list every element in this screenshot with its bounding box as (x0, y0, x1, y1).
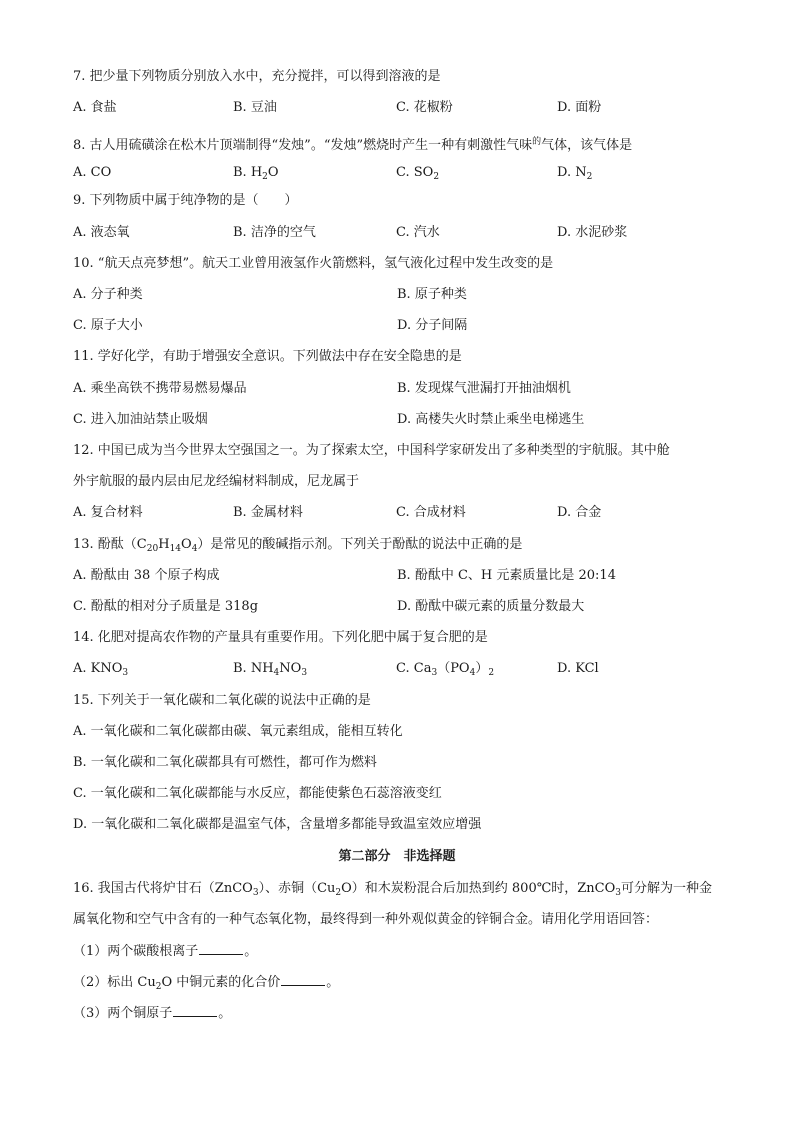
question-16-stem-cont: 属氧化物和空气中含有的一种气态氧化物，最终得到一种外观似黄金的锌铜合金。请用化学用语回答： (73, 912, 659, 927)
q13-option-c: C. 酚酞的相对分子质量是 318g (73, 599, 259, 614)
q7-option-d: D. 面粉 (557, 100, 602, 115)
answer-blank[interactable] (281, 973, 325, 986)
q13-option-b: B. 酚酞中 C、H 元素质量比是 20:14 (397, 568, 616, 583)
q14-option-c: C. $Ca_3(PO_4)_2$ (396, 661, 495, 678)
q7-option-a: A. 食盐 (73, 100, 117, 115)
q10-option-d: D. 分子间隔 (397, 318, 468, 333)
q13-option-a: A. 酚酞由 38 个原子构成 (73, 568, 220, 583)
q11-option-b: B. 发现煤气泄漏打开抽油烟机 (397, 381, 571, 396)
question-10-stem: 10. “航天点亮梦想”。航天工业曾用液氢作火箭燃料，氢气液化过程中发生改变的是 (73, 256, 554, 271)
answer-blank[interactable] (199, 942, 243, 955)
q8-option-c: C. $SO_2$ (396, 165, 440, 182)
q11-option-a: A. 乘坐高铁不携带易燃易爆品 (73, 381, 247, 396)
question-14-stem: 14. 化肥对提高农作物的产量具有重要作用。下列化肥中属于复合肥的是 (73, 630, 488, 645)
answer-blank[interactable] (173, 1004, 217, 1017)
question-12-stem-cont: 外宇航服的最内层由尼龙经编材料制成，尼龙属于 (73, 474, 360, 489)
q15-option-a: A. 一氧化碳和二氧化碳都由碳、氧元素组成，能相互转化 (73, 724, 403, 739)
q15-option-d: D. 一氧化碳和二氧化碳都是温室气体，含量增多都能导致温室效应增强 (73, 817, 482, 832)
question-9-stem: 9. 下列物质中属于纯净物的是（ ） (73, 193, 298, 208)
q12-option-d: D. 合金 (557, 505, 602, 520)
q14-option-a: A. $KNO_3$ (73, 661, 129, 678)
question-16-stem: 16. 我国古代将炉甘石（ZnCO$_3$）、赤铜$(Cu_2O)$和木炭粉混合后加热到约 800℃时，ZnCO$_3$可分解为一种金 (73, 881, 713, 898)
q9-option-a: A. 液态氧 (73, 225, 130, 240)
q14-option-d: D. KCl (557, 661, 599, 676)
q10-option-c: C. 原子大小 (73, 318, 143, 333)
question-8-stem: 8. 古人用硫磺涂在松木片顶端制得“发烛”。“发烛”燃烧时产生一种有刺激性气味$^的$气体，该气体是 (73, 137, 633, 153)
q11-option-d: D. 高楼失火时禁止乘坐电梯逃生 (397, 412, 585, 427)
q14-option-b: B. $NH_4NO_3$ (233, 661, 308, 678)
question-12-stem: 12. 中国已成为当今世界太空强国之一。为了探索太空，中国科学家研发出了多种类型的宇航服。其中舱 (73, 443, 670, 458)
q8-option-a: A. CO (73, 165, 112, 180)
q8-option-d: D. $N_2$ (557, 165, 593, 182)
section-title: 第二部分 非选择题 (338, 849, 456, 864)
q16-sub-1: （1）两个碳酸根离子 。 (73, 944, 258, 959)
q12-option-b: B. 金属材料 (233, 505, 303, 520)
question-13-stem: 13. 酚酞$(C_{20}H_{14}O_4)$是常见的酸碱指示剂。下列关于酚酞的说法中正确的是 (73, 537, 523, 554)
q16-sub-3: （3）两个铜原子 。 (73, 1006, 232, 1021)
q15-option-b: B. 一氧化碳和二氧化碳都具有可燃性，都可作为燃料 (73, 755, 377, 770)
q11-option-c: C. 进入加油站禁止吸烟 (73, 412, 208, 427)
q9-option-d: D. 水泥砂浆 (557, 225, 628, 240)
q16-sub-2: （2）标出 $Cu_2O$ 中铜元素的化合价 。 (73, 975, 340, 992)
question-11-stem: 11. 学好化学，有助于增强安全意识。下列做法中存在安全隐患的是 (73, 349, 462, 364)
q13-option-d: D. 酚酞中碳元素的质量分数最大 (397, 599, 585, 614)
q9-option-c: C. 汽水 (396, 225, 440, 240)
q8-option-b: B. $H_2O$ (233, 165, 279, 182)
q9-option-b: B. 洁净的空气 (233, 225, 316, 240)
q15-option-c: C. 一氧化碳和二氧化碳都能与水反应，都能使紫色石蕊溶液变红 (73, 786, 442, 801)
q10-option-b: B. 原子种类 (397, 287, 467, 302)
question-7-stem: 7. 把少量下列物质分别放入水中，充分搅拌，可以得到溶液的是 (73, 69, 441, 84)
q10-option-a: A. 分子种类 (73, 287, 143, 302)
q7-option-b: B. 豆油 (233, 100, 277, 115)
q12-option-c: C. 合成材料 (396, 505, 466, 520)
question-15-stem: 15. 下列关于一氧化碳和二氧化碳的说法中正确的是 (73, 693, 371, 708)
q7-option-c: C. 花椒粉 (396, 100, 453, 115)
q12-option-a: A. 复合材料 (73, 505, 143, 520)
